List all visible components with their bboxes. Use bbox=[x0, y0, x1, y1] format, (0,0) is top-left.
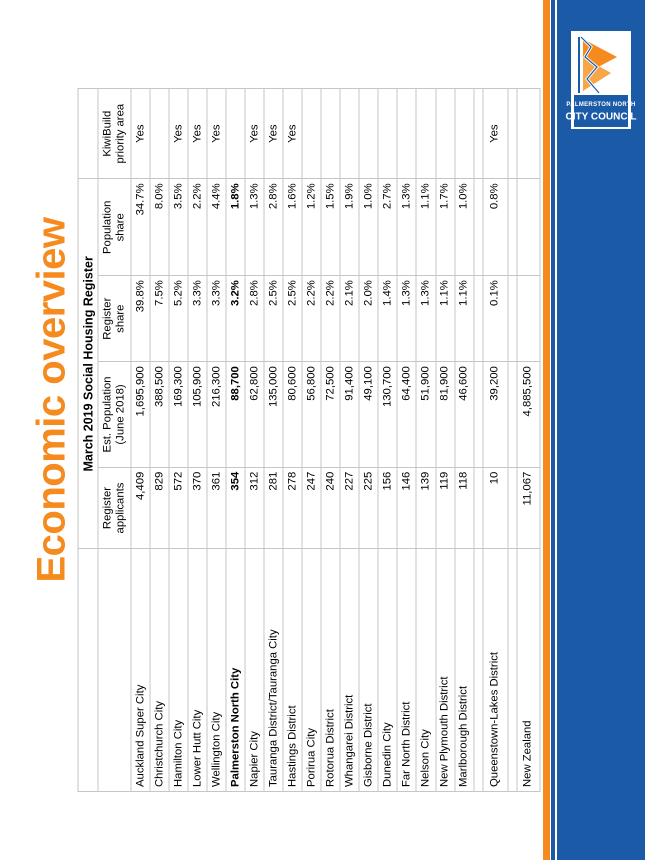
logo-line-2: CITY COUNCIL bbox=[565, 111, 637, 123]
cell-name: Rotorua District bbox=[321, 549, 340, 792]
cell-applicants: 829 bbox=[150, 467, 169, 549]
table-row bbox=[302, 89, 321, 792]
cell-kiwibuild: Yes bbox=[264, 89, 283, 179]
cell-kiwibuild bbox=[302, 89, 321, 179]
table-row bbox=[264, 89, 283, 792]
total-row: New Zealand 11,067 4,885,500 bbox=[516, 89, 539, 792]
cell-population: 88,700 bbox=[226, 362, 245, 468]
cell-population-share: 2.2% bbox=[188, 179, 207, 276]
cell-applicants: 240 bbox=[321, 467, 340, 549]
table-row bbox=[245, 89, 264, 792]
table-row bbox=[359, 89, 378, 792]
cell-name: Wellington City bbox=[207, 549, 226, 792]
cell-applicants: 572 bbox=[169, 467, 188, 549]
cell-name: New Plymouth District bbox=[435, 549, 454, 792]
cell-register-share: 39.8% bbox=[131, 276, 150, 362]
header-kiwibuild: KiwiBuild priority area bbox=[98, 89, 131, 179]
gap-cell bbox=[473, 549, 482, 792]
cell-name: Palmerston North City bbox=[226, 549, 245, 792]
cell-population-share: 1.9% bbox=[340, 179, 359, 276]
cell-population-share: 1.5% bbox=[321, 179, 340, 276]
blue-divider-stripe bbox=[551, 0, 555, 860]
header-applicants: Register applicants bbox=[98, 467, 131, 549]
cell-name: Far North District bbox=[397, 549, 416, 792]
cell-population-share: 34.7% bbox=[131, 179, 150, 276]
cell-kiwibuild: Yes bbox=[207, 89, 226, 179]
cell-population-share: 3.5% bbox=[169, 179, 188, 276]
cell-name: Tauranga District/Tauranga City bbox=[264, 549, 283, 792]
cell-kiwibuild: Yes bbox=[245, 89, 264, 179]
cell-register-share: 2.0% bbox=[359, 276, 378, 362]
caption-spacer bbox=[78, 549, 98, 792]
cell-applicants: 139 bbox=[416, 467, 435, 549]
cell-population-share: 2.7% bbox=[378, 179, 397, 276]
cell-name: Lower Hutt City bbox=[188, 549, 207, 792]
cell-population-share: 1.6% bbox=[283, 179, 302, 276]
cell-register-share: 2.2% bbox=[302, 276, 321, 362]
cell-population-share: 2.8% bbox=[264, 179, 283, 276]
cell-population-share: 1.1% bbox=[416, 179, 435, 276]
table-row bbox=[435, 89, 454, 792]
header-population-share: Population share bbox=[98, 179, 131, 276]
cell-applicants: 278 bbox=[283, 467, 302, 549]
cell-name: Gisborne District bbox=[359, 549, 378, 792]
cell-applicants: 119 bbox=[435, 467, 454, 549]
table-row bbox=[397, 89, 416, 792]
cell-applicants: 156 bbox=[378, 467, 397, 549]
cell-applicants: 361 bbox=[207, 467, 226, 549]
table-caption: March 2019 Social Housing Register bbox=[78, 179, 98, 549]
page-title-wrapper bbox=[22, 170, 82, 630]
table-row bbox=[378, 89, 397, 792]
cell-population: 169,300 bbox=[169, 362, 188, 468]
cell-population-share: 1.8% bbox=[226, 179, 245, 276]
cell-name: Hamilton City bbox=[169, 549, 188, 792]
cell-applicants: 227 bbox=[340, 467, 359, 549]
cell-kiwibuild bbox=[454, 89, 473, 179]
cell-register-share: 2.8% bbox=[245, 276, 264, 362]
cell-register-share: 5.2% bbox=[169, 276, 188, 362]
cell-population-share: 1.2% bbox=[302, 179, 321, 276]
cell-register-share: 3.3% bbox=[207, 276, 226, 362]
table-row bbox=[340, 89, 359, 792]
cell-name: Auckland Super City bbox=[131, 549, 150, 792]
cell-population: 388,500 bbox=[150, 362, 169, 468]
logo-line-1: PALMERSTON NORTH bbox=[566, 102, 636, 108]
council-logo bbox=[565, 30, 637, 130]
logo-wordmark bbox=[565, 95, 637, 127]
cell-name: Marlborough District bbox=[454, 549, 473, 792]
cell-population: 46,600 bbox=[454, 362, 473, 468]
cell-population: 91,400 bbox=[340, 362, 359, 468]
cell-population-share: 1.3% bbox=[245, 179, 264, 276]
caption-spacer-right bbox=[78, 89, 98, 179]
table-row bbox=[283, 89, 302, 792]
cell-register-share: 1.1% bbox=[454, 276, 473, 362]
cell-population-share: 1.3% bbox=[397, 179, 416, 276]
cell-kiwibuild bbox=[416, 89, 435, 179]
cell-kiwibuild: Yes bbox=[188, 89, 207, 179]
table-row bbox=[188, 89, 207, 792]
header-register-share: Register share bbox=[98, 276, 131, 362]
cell-kiwibuild bbox=[340, 89, 359, 179]
cell-name: Christchurch City bbox=[150, 549, 169, 792]
cell-population: 105,900 bbox=[188, 362, 207, 468]
table-row bbox=[454, 89, 473, 792]
cell-applicants: 370 bbox=[188, 467, 207, 549]
cell-population: 49,100 bbox=[359, 362, 378, 468]
cell-applicants: 225 bbox=[359, 467, 378, 549]
cell-applicants: 312 bbox=[245, 467, 264, 549]
cell-register-share: 2.2% bbox=[321, 276, 340, 362]
cell-register-share: 7.5% bbox=[150, 276, 169, 362]
cell-register-share: 3.2% bbox=[226, 276, 245, 362]
cell-register-share: 3.3% bbox=[188, 276, 207, 362]
cell-population-share: 1.0% bbox=[454, 179, 473, 276]
cell-population-share: 1.0% bbox=[359, 179, 378, 276]
cell-kiwibuild bbox=[378, 89, 397, 179]
cell-kiwibuild bbox=[435, 89, 454, 179]
cell-register-share: 1.4% bbox=[378, 276, 397, 362]
cell-applicants: 146 bbox=[397, 467, 416, 549]
cell-kiwibuild bbox=[321, 89, 340, 179]
cell-register-share: 1.3% bbox=[397, 276, 416, 362]
cell-population: 80,600 bbox=[283, 362, 302, 468]
cell-kiwibuild bbox=[150, 89, 169, 179]
gap-cell bbox=[507, 549, 516, 792]
table-row bbox=[416, 89, 435, 792]
page-title: Economic overview bbox=[29, 217, 74, 583]
cell-population: 56,800 bbox=[302, 362, 321, 468]
cell-population: 135,000 bbox=[264, 362, 283, 468]
logo-mark-icon bbox=[575, 35, 627, 95]
cell-population: 130,700 bbox=[378, 362, 397, 468]
cell-name: Whangarei District bbox=[340, 549, 359, 792]
cell-register-share: 2.1% bbox=[340, 276, 359, 362]
cell-kiwibuild bbox=[359, 89, 378, 179]
cell-register-share: 1.1% bbox=[435, 276, 454, 362]
cell-population: 72,500 bbox=[321, 362, 340, 468]
table-row: Queenstown-Lakes District 10 39,200 0.1% 0.8% Yes bbox=[482, 89, 507, 792]
register-table-wrapper bbox=[77, 88, 540, 792]
cell-name: Hastings District bbox=[283, 549, 302, 792]
cell-population: 62,800 bbox=[245, 362, 264, 468]
cell-applicants: 118 bbox=[454, 467, 473, 549]
header-population: Est. Population (June 2018) bbox=[98, 362, 131, 468]
cell-population: 216,300 bbox=[207, 362, 226, 468]
social-housing-register-table bbox=[77, 88, 540, 792]
table-row bbox=[169, 89, 188, 792]
cell-kiwibuild: Yes bbox=[169, 89, 188, 179]
cell-register-share: 1.3% bbox=[416, 276, 435, 362]
cell-kiwibuild bbox=[226, 89, 245, 179]
cell-population-share: 1.7% bbox=[435, 179, 454, 276]
cell-register-share: 2.5% bbox=[264, 276, 283, 362]
cell-name: Napier City bbox=[245, 549, 264, 792]
cell-name: Nelson City bbox=[416, 549, 435, 792]
header-name-empty bbox=[98, 549, 131, 792]
table-row bbox=[226, 89, 245, 792]
cell-kiwibuild: Yes bbox=[131, 89, 150, 179]
cell-applicants: 247 bbox=[302, 467, 321, 549]
cell-applicants: 4,409 bbox=[131, 467, 150, 549]
cell-register-share: 2.5% bbox=[283, 276, 302, 362]
cell-applicants: 354 bbox=[226, 467, 245, 549]
cell-population-share: 4.4% bbox=[207, 179, 226, 276]
cell-population: 1,695,900 bbox=[131, 362, 150, 468]
cell-kiwibuild: Yes bbox=[283, 89, 302, 179]
cell-population: 81,900 bbox=[435, 362, 454, 468]
table-row bbox=[150, 89, 169, 792]
cell-population: 51,900 bbox=[416, 362, 435, 468]
table-row bbox=[321, 89, 340, 792]
table-row bbox=[131, 89, 150, 792]
cell-name: Dunedin City bbox=[378, 549, 397, 792]
table-row bbox=[207, 89, 226, 792]
cell-name: Porirua City bbox=[302, 549, 321, 792]
cell-population: 64,400 bbox=[397, 362, 416, 468]
cell-kiwibuild bbox=[397, 89, 416, 179]
cell-applicants: 281 bbox=[264, 467, 283, 549]
cell-population-share: 8.0% bbox=[150, 179, 169, 276]
orange-divider-stripe bbox=[543, 0, 550, 860]
